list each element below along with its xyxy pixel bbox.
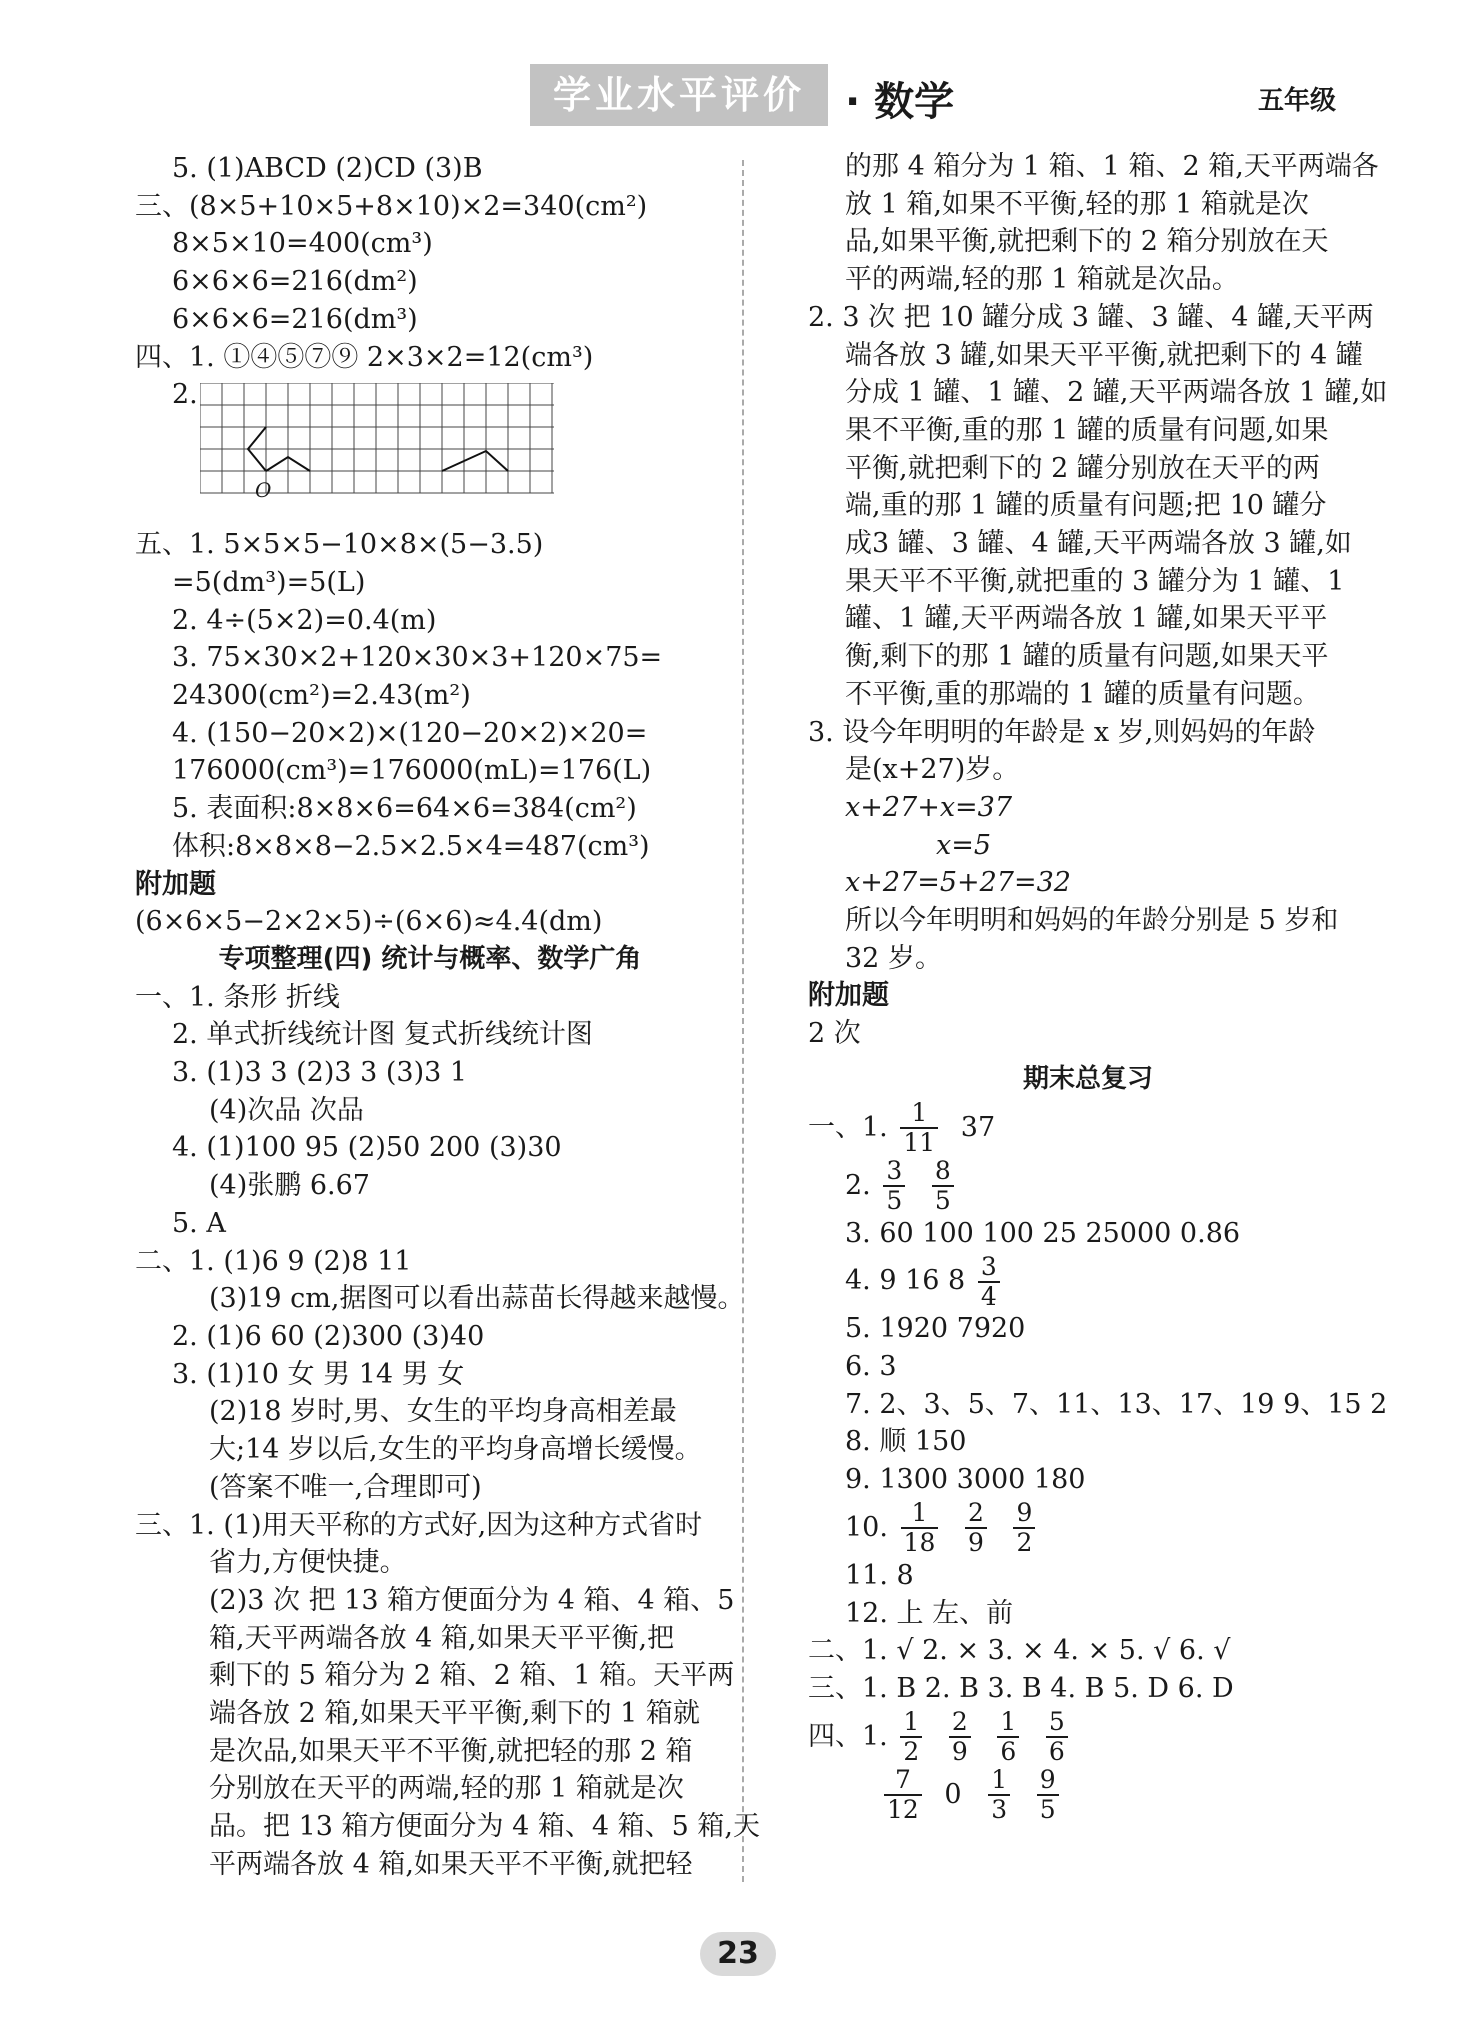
answer-line: 4. (150−20×2)×(120−20×2)×20= <box>172 717 648 749</box>
answer-line: 不平衡,重的那端的 1 罐的质量有问题。 <box>845 678 1320 710</box>
answer-line: 所以今年明明和妈妈的年龄分别是 5 岁和 <box>845 905 1339 937</box>
answer-line: 体积:8×8×8−2.5×2.5×4=487(cm³) <box>172 830 650 862</box>
answer-line: 5. 表面积:8×8×6=64×6=384(cm²) <box>172 793 637 825</box>
answer-line: 的那 4 箱分为 1 箱、1 箱、2 箱,天平两端各 <box>845 151 1379 182</box>
question-number: 2. <box>172 379 198 411</box>
section-heading: 专项整理(四) 统计与概率、数学广角 <box>218 943 642 974</box>
fraction <box>883 1157 905 1215</box>
grid-diagram <box>200 383 560 515</box>
answer-line: 平的两端,轻的那 1 箱就是次品。 <box>845 264 1239 296</box>
denominator: 12 <box>887 1795 919 1825</box>
answer-line: 4. (1)100 95 (2)50 200 (3)30 <box>172 1132 562 1164</box>
denominator: 2 <box>903 1737 920 1767</box>
numerator: 5 <box>1046 1708 1068 1738</box>
answer-line: 箱,天平两端各放 4 箱,如果天平平衡,把 <box>209 1622 675 1654</box>
grade-label: 五年级 <box>1258 86 1337 116</box>
answer-line: 8. 顺 150 <box>845 1426 967 1458</box>
answer-line: 3. (1)3 3 (2)3 3 (3)3 1 <box>172 1057 468 1089</box>
answer-line: 衡,剩下的那 1 罐的质量有问题,如果天平 <box>845 641 1329 673</box>
answer-line: 二、1. (1)6 9 (2)8 11 <box>135 1245 412 1277</box>
right-column <box>808 148 1388 1825</box>
answer-line: 32 岁。 <box>845 942 942 974</box>
answer-line: (2)3 次 把 13 箱方便面分为 4 箱、4 箱、5 <box>209 1584 735 1616</box>
denominator: 9 <box>967 1528 984 1558</box>
answer-line: 放 1 箱,如果不平衡,轻的那 1 箱就是次 <box>845 188 1309 220</box>
book-title: 学业水平评价 <box>530 64 828 126</box>
denominator: 2 <box>1016 1528 1033 1558</box>
question-number: 2. <box>845 1169 871 1201</box>
section-heading: 期末总复习 <box>1022 1063 1153 1094</box>
answer-line: 成3 罐、3 罐、4 罐,天平两端各放 3 罐,如 <box>845 528 1352 560</box>
answer-line: 6×6×6=216(dm²) <box>172 266 418 298</box>
question-number: 10. <box>845 1511 888 1543</box>
answer-line: 一、1. 条形 折线 <box>135 981 340 1013</box>
numerator: 1 <box>900 1099 938 1129</box>
subject-label: · 数学 <box>845 79 955 125</box>
fraction <box>1046 1708 1068 1766</box>
answer-line: 5. (1)ABCD (2)CD (3)B <box>172 153 483 184</box>
answer-line: 3. 60 100 100 25 25000 0.86 <box>845 1217 1241 1249</box>
fraction <box>884 1766 922 1824</box>
denominator: 18 <box>903 1528 936 1558</box>
denominator: 5 <box>1039 1795 1056 1825</box>
numerator: 1 <box>988 1766 1010 1796</box>
answer-line <box>808 1252 1368 1310</box>
denominator: 11 <box>903 1128 936 1158</box>
fraction <box>932 1157 954 1215</box>
fraction <box>997 1708 1019 1766</box>
answer-value: 0 <box>944 1778 962 1810</box>
answer-line: 端,重的那 1 罐的质量有问题;把 10 罐分 <box>845 490 1327 522</box>
answer-line: 6. 3 <box>845 1350 897 1382</box>
answer-line: 2. 单式折线统计图 复式折线统计图 <box>172 1019 593 1051</box>
answer-line: 端各放 3 罐,如果天平平衡,就把剩下的 4 罐 <box>845 339 1363 371</box>
answer-line: 12. 上 左、前 <box>845 1597 1014 1629</box>
denominator: 3 <box>991 1795 1008 1825</box>
fraction <box>1013 1499 1035 1557</box>
column-divider <box>742 160 744 1882</box>
answer-line: 8×5×10=400(cm³) <box>172 228 433 260</box>
answer-line: 是(x+27)岁。 <box>845 754 1020 786</box>
answer-line: 3. 75×30×2+120×30×3+120×75= <box>172 642 663 674</box>
answer-line: 三、(8×5+10×5+8×10)×2=340(cm²) <box>135 190 648 222</box>
answer-line: 2. (1)6 60 (2)300 (3)40 <box>172 1320 485 1352</box>
answer-line: 四、1. ①④⑤⑦⑨ 2×3×2=12(cm³) <box>135 341 594 373</box>
answer-line: 罐、1 罐,天平两端各放 1 罐,如果天平平 <box>845 603 1328 635</box>
denominator: 5 <box>886 1186 903 1216</box>
answer-line: 平两端各放 4 箱,如果天平不平衡,就把轻 <box>209 1848 693 1880</box>
equation-line: x+27=5+27=32 <box>845 867 1071 899</box>
fraction <box>949 1708 971 1766</box>
fraction <box>1037 1766 1059 1824</box>
answer-line <box>808 1766 1368 1824</box>
fraction <box>900 1708 922 1766</box>
answer-line: 3. 设今年明明的年龄是 x 岁,则妈妈的年龄 <box>808 716 1316 748</box>
numerator: 7 <box>884 1766 922 1796</box>
answer-line: 剩下的 5 箱分为 2 箱、2 箱、1 箱。天平两 <box>209 1660 735 1692</box>
answer-line: 5. A <box>172 1207 226 1239</box>
fraction <box>901 1499 939 1557</box>
equation-line: x+27+x=37 <box>845 791 1013 823</box>
numerator: 1 <box>901 1499 939 1529</box>
answer-line: 2. 4÷(5×2)=0.4(m) <box>172 604 437 636</box>
bonus-heading: 附加题 <box>135 868 216 900</box>
fraction <box>965 1499 987 1557</box>
answer-line: 端各放 2 箱,如果天平平衡,剩下的 1 箱就 <box>209 1698 700 1730</box>
question-text: 4. 9 16 8 <box>845 1265 966 1297</box>
page-number: 23 <box>700 1932 776 1976</box>
answer-line: 2. 3 次 把 10 罐分成 3 罐、3 罐、4 罐,天平两 <box>808 301 1374 333</box>
answer-line: 176000(cm³)=176000(mL)=176(L) <box>172 755 652 787</box>
grid-origin-label: O <box>255 478 272 502</box>
answer-line: 果天平不平衡,就把重的 3 罐分为 1 罐、1 <box>845 565 1345 597</box>
answer-line: 3. (1)10 女 男 14 男 女 <box>172 1358 465 1390</box>
answer-line: 6×6×6=216(dm³) <box>172 303 418 335</box>
answer-line: 果不平衡,重的那 1 罐的质量有问题,如果 <box>845 414 1329 446</box>
answer-line: (2)18 岁时,男、女生的平均身高相差最 <box>209 1396 677 1428</box>
answer-line: (4)次品 次品 <box>209 1094 364 1126</box>
numerator: 9 <box>1037 1766 1059 1796</box>
answer-line: 分别放在天平的两端,轻的那 1 箱就是次 <box>209 1773 684 1805</box>
answer-line: 品,如果平衡,就把剩下的 2 箱分别放在天 <box>845 226 1329 258</box>
answer-line: 五、1. 5×5×5−10×8×(5−3.5) <box>135 529 544 561</box>
fraction <box>988 1766 1010 1824</box>
answer-line: 11. 8 <box>845 1559 914 1591</box>
answer-line: 品。把 13 箱方便面分为 4 箱、4 箱、5 箱,天 <box>209 1811 760 1843</box>
answer-line: 2 次 <box>808 1018 861 1050</box>
answer-line: 5. 1920 7920 <box>845 1313 1026 1345</box>
answer-line: 大;14 岁以后,女生的平均身高增长缓慢。 <box>209 1434 702 1466</box>
answer-line: (6×6×5−2×2×5)÷(6×6)≈4.4(dm) <box>135 906 603 938</box>
answer-line: (3)19 cm,据图可以看出蒜苗长得越来越慢。 <box>209 1283 745 1315</box>
answer-line: 24300(cm²)=2.43(m²) <box>172 680 471 712</box>
numerator: 8 <box>932 1157 954 1187</box>
answer-line: 三、1. B 2. B 3. B 4. B 5. D 6. D <box>808 1672 1234 1704</box>
answer-line <box>808 1099 1368 1157</box>
answer-line <box>808 1157 1368 1215</box>
equation-line: x=5 <box>936 829 992 861</box>
numerator: 3 <box>883 1157 905 1187</box>
answer-value: 37 <box>960 1111 996 1143</box>
bonus-heading: 附加题 <box>808 980 889 1012</box>
numerator: 3 <box>978 1253 1000 1283</box>
answer-line: 分成 1 罐、1 罐、2 罐,天平两端各放 1 罐,如 <box>845 377 1388 409</box>
denominator: 5 <box>934 1186 951 1216</box>
denominator: 4 <box>980 1281 997 1311</box>
answer-line: 是次品,如果天平不平衡,就把轻的那 2 箱 <box>209 1735 693 1767</box>
answer-line: (答案不唯一,合理即可) <box>209 1471 482 1503</box>
numerator: 1 <box>997 1708 1019 1738</box>
answer-line: 平衡,就把剩下的 2 罐分别放在天平的两 <box>845 452 1320 484</box>
answer-line: 省力,方便快捷。 <box>209 1547 407 1579</box>
answer-line: =5(dm³)=5(L) <box>172 566 366 598</box>
answer-line: 9. 1300 3000 180 <box>845 1464 1086 1496</box>
fraction <box>978 1253 1000 1311</box>
question-number: 四、1. <box>808 1720 888 1752</box>
answer-line: (4)张鹏 6.67 <box>209 1170 370 1202</box>
answer-line: 7. 2、3、5、7、11、13、17、19 9、15 2 <box>845 1388 1388 1420</box>
fraction <box>900 1099 938 1157</box>
numerator: 9 <box>1013 1499 1035 1529</box>
grid-figure <box>200 383 560 519</box>
answer-line <box>808 1499 1368 1557</box>
denominator: 6 <box>1048 1737 1065 1767</box>
numerator: 1 <box>900 1708 922 1738</box>
page-header <box>0 64 1476 130</box>
answer-line <box>808 1708 1368 1766</box>
numerator: 2 <box>965 1499 987 1529</box>
answer-line: 二、1. √ 2. × 3. × 4. × 5. √ 6. √ <box>808 1635 1231 1667</box>
denominator: 9 <box>951 1737 968 1767</box>
numerator: 2 <box>949 1708 971 1738</box>
answer-line: 三、1. (1)用天平称的方式好,因为这种方式省时 <box>135 1509 703 1541</box>
denominator: 6 <box>1000 1737 1017 1767</box>
question-number: 一、1. <box>808 1111 888 1143</box>
